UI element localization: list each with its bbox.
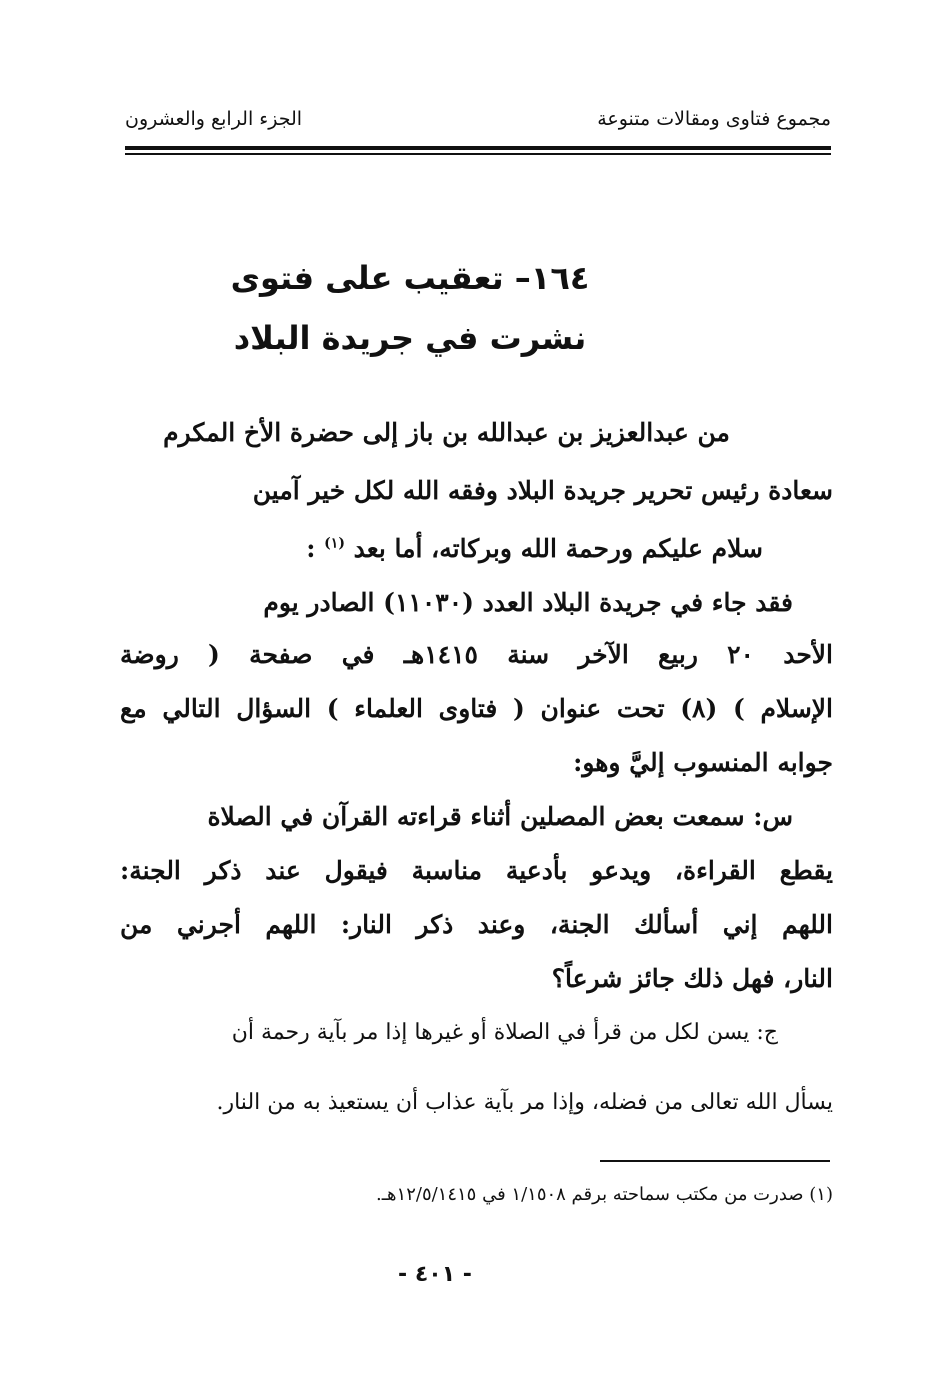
greeting-colon: : [306,534,316,563]
running-header [125,106,831,140]
greeting-text: سلام عليكم ورحمة الله وبركاته، أما بعد [353,534,763,563]
body-line: الإسلام ) (٨) تحت عنوان ( فتاوى العلماء ) السؤال التالي مع [120,694,833,723]
answer-line: يسأل الله تعالى من فضله، وإذا مر بآية عذاب أن يستعيذ به من النار. [216,1090,833,1115]
title-line-2: نشرت في جريدة البلاد [233,319,587,357]
article-title [200,248,620,368]
header-rule-thick [125,146,831,150]
body-line: من عبدالعزيز بن عبدالله بن باز إلى حضرة الأخ المكرم [163,418,730,447]
question-line: اللهم إني أسألك الجنة، وعند ذكر النار: اللهم أجرني من [120,910,833,939]
body-line: جوابه المنسوب إليَّ وهو: [573,748,833,777]
page-number: - ٤٠١ - [398,1262,472,1287]
volume-label: الجزء الرابع والعشرون [125,108,303,130]
body-line [306,534,763,563]
book-title: مجموع فتاوى ومقالات متنوعة [597,108,831,130]
question-line: يقطع القراءة، ويدعو بأدعية مناسبة فيقول عند ذكر الجنة: [120,856,833,885]
question-line: النار، فهل ذلك جائز شرعاً؟ [551,964,833,993]
title-line-1: ١٦٤– تعقيب على فتوى [230,259,590,297]
footnote: (١) صدرت من مكتب سماحته برقم ١/١٥٠٨ في ١٢/٥/١٤١٥هـ. [376,1184,833,1205]
body-line: فقد جاء في جريدة البلاد العدد (١١٠٣٠) الصادر يوم [263,588,793,617]
footnote-ref: (١) [324,535,345,552]
answer-line: ج: يسن لكل من قرأ في الصلاة أو غيرها إذا مر بآية رحمة أن [231,1020,778,1045]
header-rule-thin [125,153,831,155]
body-line: الأحد ٢٠ ربيع الآخر سنة ١٤١٥هـ في صفحة ( روضة [120,640,833,669]
body-line: سعادة رئيس تحرير جريدة البلاد وفقه الله لكل خير آمين [252,476,833,505]
footnote-rule [600,1160,830,1162]
question-line: س: سمعت بعض المصلين أثناء قراءته القرآن في الصلاة [207,802,793,831]
